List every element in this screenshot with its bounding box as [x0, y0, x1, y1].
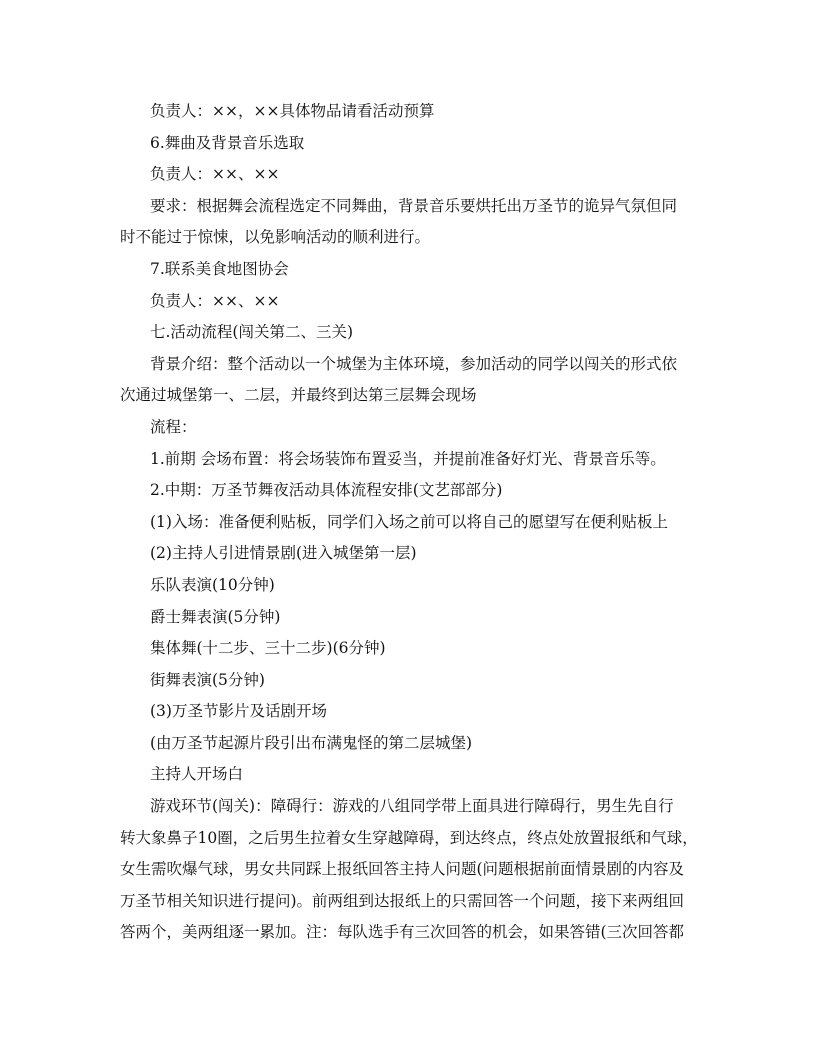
- text-line: 七.活动流程(闯关第二、三关): [150, 323, 354, 342]
- text-line: 转大象鼻子10圈，之后男生拉着女生穿越障碍，到达终点，终点处放置报纸和气球，: [120, 828, 698, 847]
- text-line: (由万圣节起源片段引出布满鬼怪的第二层城堡): [150, 733, 473, 752]
- text-line: 主持人开场白: [150, 765, 244, 784]
- document-body: [120, 96, 698, 949]
- text-line: (2)主持人引进情景剧(进入城堡第一层): [150, 544, 417, 563]
- text-line: (3)万圣节影片及话剧开场: [150, 702, 327, 721]
- text-line: 6.舞曲及背景音乐选取: [150, 133, 305, 152]
- text-line: 乐队表演(10分钟): [150, 575, 275, 594]
- text-line: 负责人：××、××: [150, 291, 280, 310]
- text-line: 万圣节相关知识进行提问)。前两组到达报纸上的只需回答一个问题，接下来两组回: [120, 891, 685, 910]
- text-line: 爵士舞表演(5分钟): [150, 607, 281, 626]
- text-line: 背景介绍：整个活动以一个城堡为主体环境，参加活动的同学以闯关的形式依: [150, 354, 678, 373]
- text-line: 1.前期 会场布置：将会场装饰布置妥当，并提前准备好灯光、背景音乐等。: [150, 449, 666, 468]
- text-line: 游戏环节(闯关)：障碍行：游戏的八组同学带上面具进行障碍行，男生先自行: [150, 797, 674, 816]
- text-line: 次通过城堡第一、二层，并最终到达第三层舞会现场: [120, 386, 477, 405]
- text-line: 女生需吹爆气球，男女共同踩上报纸回答主持人问题(问题根据前面情景剧的内容及: [120, 860, 685, 879]
- text-line: 答两个，美两组逐一累加。注：每队选手有三次回答的机会，如果答错(三次回答都: [120, 923, 685, 942]
- text-line: 流程：: [150, 417, 197, 436]
- text-line: (1)入场：准备便利贴板，同学们入场之前可以将自己的愿望写在便利贴板上: [150, 512, 668, 531]
- text-line: 时不能过于惊悚，以免影响活动的顺利进行。: [120, 228, 431, 247]
- text-line: 负责人：××、××: [150, 165, 280, 184]
- text-line: 2.中期：万圣节舞夜活动具体流程安排(文艺部部分): [150, 481, 503, 500]
- text-line: 集体舞(十二步、三十二步)(6分钟): [150, 639, 386, 658]
- text-line: 负责人：××，××具体物品请看活动预算: [150, 102, 435, 120]
- text-line: 街舞表演(5分钟): [150, 670, 265, 689]
- text-line: 7.联系美食地图协会: [150, 259, 289, 278]
- text-line: 要求：根据舞会流程选定不同舞曲，背景音乐要烘托出万圣节的诡异气氛但同: [150, 196, 678, 215]
